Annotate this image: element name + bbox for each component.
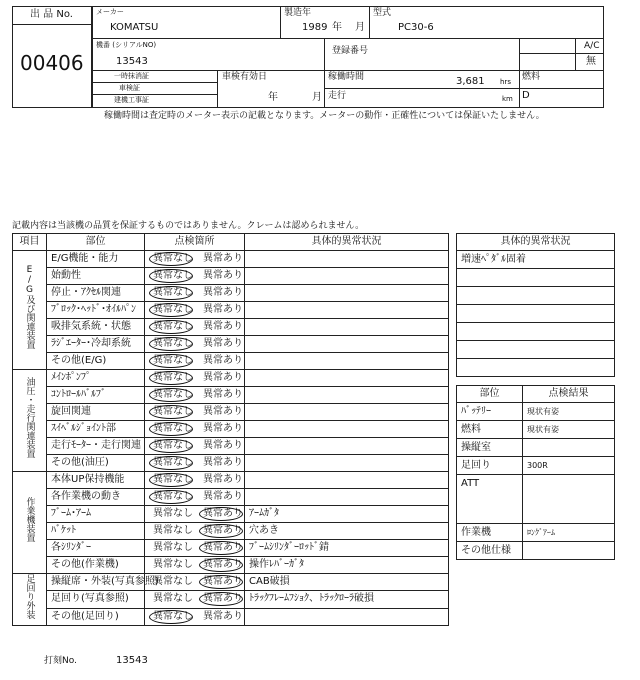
year-value: 1989 bbox=[302, 22, 328, 33]
side-result-row bbox=[457, 475, 615, 524]
status-abnormal bbox=[203, 353, 247, 369]
side-result-row bbox=[457, 457, 615, 475]
side-result-cell bbox=[523, 542, 615, 560]
detail-cell bbox=[245, 404, 449, 421]
group-title-cell bbox=[13, 574, 47, 626]
status-abnormal bbox=[203, 489, 247, 505]
maker-value: KOMATSU bbox=[110, 22, 159, 33]
status-cell bbox=[145, 506, 245, 523]
table-row bbox=[13, 455, 449, 472]
status-abnormal-label: 異常あり bbox=[203, 287, 243, 298]
status-normal bbox=[153, 285, 197, 301]
selection-circle bbox=[149, 337, 193, 351]
part-cell: その他(油圧) bbox=[47, 455, 145, 472]
detail-cell bbox=[245, 302, 449, 319]
fuel-value: D bbox=[522, 90, 530, 101]
status-normal-label: 異常なし bbox=[153, 610, 193, 622]
status-cell bbox=[145, 302, 245, 319]
detail-cell bbox=[245, 455, 449, 472]
status-normal bbox=[153, 455, 197, 471]
status-normal bbox=[153, 302, 197, 318]
table-row bbox=[13, 557, 449, 574]
part-cell: 足回り(写真参照) bbox=[47, 591, 145, 608]
selection-circle bbox=[149, 405, 193, 419]
status-normal-label: 異常なし bbox=[153, 406, 193, 417]
side-result-header-cell: 部位 bbox=[457, 386, 523, 403]
table-header-cell: 部位 bbox=[47, 234, 145, 251]
side-result-header-cell: 点検結果 bbox=[523, 386, 615, 403]
side-abnormal-cell bbox=[457, 341, 615, 359]
selection-circle bbox=[149, 388, 193, 402]
side-result-cell bbox=[523, 475, 615, 524]
group-title-cell bbox=[13, 251, 47, 370]
status-normal bbox=[153, 336, 197, 352]
status-normal bbox=[153, 489, 197, 505]
status-normal-label: 異常なし bbox=[153, 389, 193, 400]
side-result-cell: 現状有姿 bbox=[523, 403, 615, 421]
status-cell bbox=[145, 557, 245, 574]
table-header-cell: 点検箇所 bbox=[145, 234, 245, 251]
group-title: 足回り外装 bbox=[24, 574, 35, 619]
status-abnormal bbox=[203, 438, 247, 454]
selection-circle bbox=[199, 524, 243, 538]
part-cell: 旋回関連 bbox=[47, 404, 145, 421]
side-row bbox=[457, 341, 615, 359]
side-abnormal-cell bbox=[457, 359, 615, 377]
side-part-cell: 操縦室 bbox=[457, 439, 523, 457]
side-abnormal-cell bbox=[457, 287, 615, 305]
status-abnormal-label: 異常あり bbox=[203, 508, 243, 519]
status-abnormal-label: 異常あり bbox=[203, 576, 243, 588]
status-normal bbox=[153, 438, 197, 454]
status-abnormal bbox=[203, 609, 247, 625]
hours-unit: hrs bbox=[500, 78, 511, 86]
table-row bbox=[13, 285, 449, 302]
selection-circle bbox=[199, 558, 243, 572]
lot-number: 00406 bbox=[20, 51, 84, 75]
hours-note: 稼働時間は査定時のメーター表示の記載となります。メーターの動作・正確性については保証いたしません。 bbox=[104, 111, 545, 121]
status-normal bbox=[153, 319, 197, 335]
cert-item: 車検証 bbox=[119, 84, 140, 92]
side-part-cell: 足回り bbox=[457, 457, 523, 475]
year-label: 製造年 bbox=[284, 8, 312, 18]
year-unit: 年 bbox=[332, 22, 342, 33]
status-abnormal bbox=[203, 523, 247, 539]
status-normal-label: 異常なし bbox=[153, 576, 193, 588]
table-header-row bbox=[13, 234, 449, 251]
status-normal bbox=[153, 251, 197, 267]
selection-circle bbox=[149, 320, 193, 334]
status-cell bbox=[145, 438, 245, 455]
table-row bbox=[13, 336, 449, 353]
status-normal bbox=[153, 523, 197, 539]
status-abnormal-label: 異常あり bbox=[203, 474, 243, 485]
selection-circle bbox=[149, 610, 193, 624]
lot-label: 出 品 No. bbox=[30, 9, 73, 20]
detail-cell bbox=[245, 353, 449, 370]
part-cell: その他(作業機) bbox=[47, 557, 145, 574]
detail-cell bbox=[245, 489, 449, 506]
side-result-cell bbox=[523, 439, 615, 457]
status-abnormal bbox=[203, 574, 247, 590]
side-row bbox=[457, 251, 615, 269]
status-abnormal-label: 異常あり bbox=[203, 491, 243, 502]
side-row bbox=[457, 287, 615, 305]
status-cell bbox=[145, 285, 245, 302]
status-abnormal-label: 異常あり bbox=[203, 406, 243, 417]
group-title-cell bbox=[13, 370, 47, 472]
part-cell: ﾗｼﾞｴｰﾀｰ･冷却系統 bbox=[47, 336, 145, 353]
status-cell bbox=[145, 574, 245, 591]
status-abnormal-label: 異常あり bbox=[203, 372, 243, 383]
status-abnormal-label: 異常あり bbox=[203, 610, 243, 622]
status-abnormal bbox=[203, 319, 247, 335]
part-cell: ﾌﾞﾛｯｸ･ﾍｯﾄﾞ･ｵｲﾙﾊﾟﾝ bbox=[47, 302, 145, 319]
table-row bbox=[13, 489, 449, 506]
status-abnormal-label: 異常あり bbox=[203, 423, 243, 434]
selection-circle bbox=[149, 252, 193, 266]
mileage-label: 走行 bbox=[328, 91, 347, 101]
detail-cell: ｱｰﾑｶﾞﾀ bbox=[245, 506, 449, 523]
table-row bbox=[13, 404, 449, 421]
group-title: E/G及び関連装置 bbox=[24, 265, 35, 349]
inspection-month: 月 bbox=[312, 92, 322, 103]
selection-circle bbox=[149, 354, 193, 368]
part-cell: ﾒｲﾝﾎﾟﾝﾌﾟ bbox=[47, 370, 145, 387]
status-normal-label: 異常なし bbox=[153, 372, 193, 383]
status-abnormal-label: 異常あり bbox=[203, 270, 243, 281]
side-part-cell: ATT bbox=[457, 475, 523, 524]
selection-circle bbox=[149, 439, 193, 453]
table-row bbox=[13, 438, 449, 455]
status-abnormal bbox=[203, 421, 247, 437]
status-normal-label: 異常なし bbox=[153, 270, 193, 281]
table-row bbox=[13, 370, 449, 387]
status-cell bbox=[145, 387, 245, 404]
status-cell bbox=[145, 421, 245, 438]
status-abnormal-label: 異常あり bbox=[203, 304, 243, 315]
status-cell bbox=[145, 591, 245, 608]
status-abnormal bbox=[203, 336, 247, 352]
status-normal bbox=[153, 472, 197, 488]
status-normal-label: 異常なし bbox=[153, 559, 193, 570]
status-normal-label: 異常なし bbox=[153, 508, 193, 519]
ac-label: A/C bbox=[584, 41, 600, 51]
hours-value: 3,681 bbox=[456, 76, 485, 87]
status-cell bbox=[145, 268, 245, 285]
status-abnormal-label: 異常あり bbox=[203, 440, 243, 451]
detail-cell: 穴あき bbox=[245, 523, 449, 540]
cert-item: 建機工事証 bbox=[114, 96, 149, 104]
detail-cell bbox=[245, 251, 449, 268]
status-cell bbox=[145, 404, 245, 421]
table-row bbox=[13, 523, 449, 540]
detail-cell bbox=[245, 421, 449, 438]
side-header-cell: 具体的異常状況 bbox=[457, 234, 615, 251]
selection-circle bbox=[149, 422, 193, 436]
table-row bbox=[13, 319, 449, 336]
status-normal-label: 異常なし bbox=[153, 338, 193, 349]
ac-value: 無 bbox=[586, 56, 596, 67]
detail-cell bbox=[245, 319, 449, 336]
serial-value: 13543 bbox=[116, 56, 148, 67]
status-normal bbox=[153, 370, 197, 386]
status-normal bbox=[153, 591, 197, 607]
status-abnormal bbox=[203, 387, 247, 403]
table-header-cell: 具体的異常状況 bbox=[245, 234, 449, 251]
part-cell: 本体UP保持機能 bbox=[47, 472, 145, 489]
cert-item: 一時抹消証 bbox=[114, 72, 149, 80]
status-cell bbox=[145, 540, 245, 557]
table-row bbox=[13, 506, 449, 523]
selection-circle bbox=[199, 541, 243, 555]
status-abnormal bbox=[203, 557, 247, 573]
status-normal-label: 異常なし bbox=[153, 355, 193, 366]
status-normal-label: 異常なし bbox=[153, 304, 193, 315]
status-abnormal bbox=[203, 370, 247, 386]
status-normal bbox=[153, 574, 197, 590]
side-part-cell: その他仕様 bbox=[457, 542, 523, 560]
part-cell: 各作業機の動き bbox=[47, 489, 145, 506]
status-abnormal-label: 異常あり bbox=[203, 457, 243, 468]
status-abnormal bbox=[203, 251, 247, 267]
serial-label: 機番 (シリアルNO) bbox=[96, 41, 157, 49]
status-abnormal-label: 異常あり bbox=[203, 355, 243, 366]
part-cell: ｽｲﾍﾞﾙｼﾞｮｲﾝﾄ部 bbox=[47, 421, 145, 438]
status-normal bbox=[153, 268, 197, 284]
table-row bbox=[13, 302, 449, 319]
part-cell: ｺﾝﾄﾛｰﾙﾊﾞﾙﾌﾞ bbox=[47, 387, 145, 404]
status-normal-label: 異常なし bbox=[153, 457, 193, 468]
side-row bbox=[457, 359, 615, 377]
status-normal-label: 異常なし bbox=[153, 423, 193, 434]
detail-cell bbox=[245, 608, 449, 625]
status-abnormal-label: 異常あり bbox=[203, 321, 243, 332]
part-cell: 走行ﾓｰﾀｰ・走行関連 bbox=[47, 438, 145, 455]
status-normal-label: 異常なし bbox=[153, 474, 193, 485]
detail-cell bbox=[245, 370, 449, 387]
side-result-table bbox=[456, 385, 615, 560]
part-cell: 各ｼﾘﾝﾀﾞｰ bbox=[47, 540, 145, 557]
detail-cell: 操作ﾚﾊﾞｰｶﾞﾀ bbox=[245, 557, 449, 574]
inspection-year: 年 bbox=[268, 92, 278, 103]
status-cell bbox=[145, 523, 245, 540]
model-value: PC30-6 bbox=[398, 22, 434, 33]
inspection-table bbox=[12, 233, 449, 626]
status-abnormal bbox=[203, 540, 247, 556]
status-abnormal bbox=[203, 302, 247, 318]
side-result-row bbox=[457, 524, 615, 542]
part-cell: 操縦席・外装(写真参照) bbox=[47, 574, 145, 591]
status-normal-label: 異常なし bbox=[153, 542, 193, 553]
side-abnormal-cell bbox=[457, 305, 615, 323]
status-abnormal bbox=[203, 506, 247, 522]
side-part-cell: 燃料 bbox=[457, 421, 523, 439]
table-row bbox=[13, 421, 449, 438]
selection-circle bbox=[149, 490, 193, 504]
hours-label: 稼働時間 bbox=[328, 72, 365, 82]
status-cell bbox=[145, 353, 245, 370]
selection-circle bbox=[149, 269, 193, 283]
status-cell bbox=[145, 489, 245, 506]
status-abnormal-label: 異常あり bbox=[203, 593, 243, 605]
side-result-row bbox=[457, 542, 615, 560]
month-unit: 月 bbox=[355, 22, 365, 33]
side-abnormal-cell bbox=[457, 323, 615, 341]
part-cell: ﾊﾞｹｯﾄ bbox=[47, 523, 145, 540]
part-cell: 停止・ｱｸｾﾙ関連 bbox=[47, 285, 145, 302]
detail-cell bbox=[245, 387, 449, 404]
status-abnormal-label: 異常あり bbox=[203, 338, 243, 349]
part-cell: 吸排気系統・状態 bbox=[47, 319, 145, 336]
status-abnormal-label: 異常あり bbox=[203, 542, 243, 553]
side-abnormal-cell bbox=[457, 269, 615, 287]
group-title: 油圧・走行関連装置 bbox=[24, 377, 35, 458]
side-result-row bbox=[457, 421, 615, 439]
detail-cell bbox=[245, 438, 449, 455]
table-row bbox=[13, 387, 449, 404]
status-abnormal bbox=[203, 268, 247, 284]
status-abnormal bbox=[203, 591, 247, 607]
stamp-label: 打刻No. bbox=[44, 656, 77, 666]
side-row bbox=[457, 305, 615, 323]
table-header-cell: 項目 bbox=[13, 234, 47, 251]
detail-cell: ﾄﾗｯｸﾌﾚｰﾑﾌｼｮｸ、ﾄﾗｯｸﾛｰﾗ破損 bbox=[245, 591, 449, 608]
table-row bbox=[13, 472, 449, 489]
side-result-cell: 300R bbox=[523, 457, 615, 475]
status-normal bbox=[153, 421, 197, 437]
side-row bbox=[457, 269, 615, 287]
selection-circle bbox=[149, 473, 193, 487]
fuel-label: 燃料 bbox=[522, 72, 541, 82]
status-abnormal-label: 異常あり bbox=[203, 253, 243, 264]
detail-cell bbox=[245, 285, 449, 302]
side-header-row bbox=[457, 234, 615, 251]
table-row bbox=[13, 540, 449, 557]
status-normal-label: 異常なし bbox=[153, 491, 193, 502]
part-cell: その他(E/G) bbox=[47, 353, 145, 370]
detail-cell bbox=[245, 336, 449, 353]
table-row bbox=[13, 574, 449, 591]
status-cell bbox=[145, 370, 245, 387]
status-abnormal-label: 異常あり bbox=[203, 559, 243, 570]
detail-cell bbox=[245, 268, 449, 285]
table-row bbox=[13, 591, 449, 608]
detail-cell: ﾌﾞｰﾑｼﾘﾝﾀﾞｰﾛｯﾄﾞ錆 bbox=[245, 540, 449, 557]
status-normal bbox=[153, 404, 197, 420]
status-cell bbox=[145, 472, 245, 489]
side-row bbox=[457, 323, 615, 341]
status-cell bbox=[145, 455, 245, 472]
status-cell bbox=[145, 319, 245, 336]
group-title-cell bbox=[13, 472, 47, 574]
mileage-unit: km bbox=[502, 95, 513, 103]
side-abnormal-table bbox=[456, 233, 615, 377]
side-abnormal-cell: 増速ﾍﾟﾀﾞﾙ固着 bbox=[457, 251, 615, 269]
status-normal bbox=[153, 387, 197, 403]
part-cell: ﾌﾞｰﾑ･ｱｰﾑ bbox=[47, 506, 145, 523]
status-normal-label: 異常なし bbox=[153, 525, 193, 536]
inspection-label: 車検有効日 bbox=[222, 72, 268, 82]
table-row bbox=[13, 251, 449, 268]
status-normal-label: 異常なし bbox=[153, 321, 193, 332]
status-normal-label: 異常なし bbox=[153, 253, 193, 264]
selection-circle bbox=[149, 456, 193, 470]
status-abnormal bbox=[203, 404, 247, 420]
side-result-row bbox=[457, 403, 615, 421]
status-abnormal bbox=[203, 285, 247, 301]
part-cell: 始動性 bbox=[47, 268, 145, 285]
status-normal bbox=[153, 353, 197, 369]
status-cell bbox=[145, 251, 245, 268]
selection-circle bbox=[149, 303, 193, 317]
status-normal bbox=[153, 609, 197, 625]
status-abnormal bbox=[203, 455, 247, 471]
side-part-cell: ﾊﾞｯﾃﾘｰ bbox=[457, 403, 523, 421]
status-cell bbox=[145, 608, 245, 625]
status-normal-label: 異常なし bbox=[153, 440, 193, 451]
selection-circle bbox=[149, 286, 193, 300]
status-normal-label: 異常なし bbox=[153, 593, 193, 605]
model-label: 型式 bbox=[373, 8, 392, 18]
detail-cell bbox=[245, 472, 449, 489]
selection-circle bbox=[149, 371, 193, 385]
status-normal bbox=[153, 540, 197, 556]
table-row bbox=[13, 268, 449, 285]
status-abnormal bbox=[203, 472, 247, 488]
part-cell: E/G機能・能力 bbox=[47, 251, 145, 268]
status-cell bbox=[145, 336, 245, 353]
status-normal bbox=[153, 506, 197, 522]
side-result-cell: 現状有姿 bbox=[523, 421, 615, 439]
disclaimer: 記載内容は当該機の品質を保証するものではありません。クレームは認められません。 bbox=[12, 221, 365, 231]
side-result-header-row bbox=[457, 386, 615, 403]
status-normal-label: 異常なし bbox=[153, 287, 193, 298]
status-abnormal-label: 異常あり bbox=[203, 389, 243, 400]
stamp-value: 13543 bbox=[116, 655, 148, 666]
side-result-cell: ﾛﾝｸﾞｱｰﾑ bbox=[523, 524, 615, 542]
maker-label: メーカー bbox=[96, 8, 124, 16]
side-part-cell: 作業機 bbox=[457, 524, 523, 542]
detail-cell: CAB破損 bbox=[245, 574, 449, 591]
status-abnormal-label: 異常あり bbox=[203, 525, 243, 536]
side-result-row bbox=[457, 439, 615, 457]
registration-label: 登録番号 bbox=[332, 46, 369, 56]
part-cell: その他(足回り) bbox=[47, 608, 145, 625]
selection-circle bbox=[199, 507, 243, 521]
group-title: 作業機装置 bbox=[24, 497, 35, 542]
table-row bbox=[13, 353, 449, 370]
status-normal bbox=[153, 557, 197, 573]
table-row bbox=[13, 608, 449, 625]
